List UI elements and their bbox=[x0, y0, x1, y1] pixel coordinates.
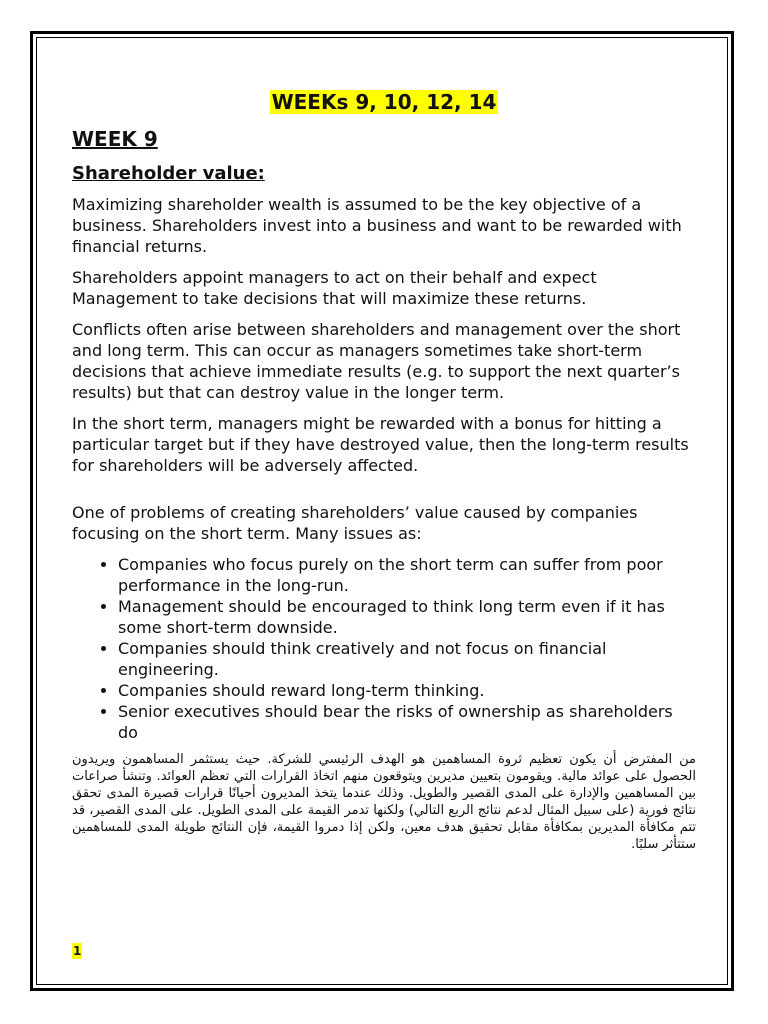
section-heading: Shareholder value: bbox=[72, 163, 265, 184]
document-title: WEEKs 9, 10, 12, 14 bbox=[271, 90, 497, 114]
list-item: • Senior executives should bear the risks of ownership as shareholders do bbox=[118, 701, 696, 743]
document-title-block bbox=[72, 88, 696, 116]
list-item: • Management should be encouraged to think long term even if it has some short-term downside. bbox=[118, 596, 696, 638]
list-item: • Companies should think creatively and not focus on financial engineering. bbox=[118, 638, 696, 680]
week-heading: WEEK 9 bbox=[72, 127, 158, 151]
issues-list bbox=[72, 554, 696, 743]
paragraph-2: Shareholders appoint managers to act on their behalf and expect Management to take decisions that will maximize these returns. bbox=[72, 268, 597, 308]
page-number: 1 bbox=[73, 944, 82, 958]
list-item: • Companies who focus purely on the short term can suffer from poor performance in the long-run. bbox=[118, 554, 696, 596]
paragraph-5: One of problems of creating shareholders’ value caused by companies focusing on the short term. Many issues as: bbox=[72, 503, 638, 543]
paragraph-4: In the short term, managers might be rewarded with a bonus for hitting a particular target but if they have destroyed value, then the long-term results for shareholders will be adversely affected. bbox=[72, 414, 689, 475]
paragraph-1: Maximizing shareholder wealth is assumed to be the key objective of a business. Shareholders invest into a business and want to be rewarded with financial returns. bbox=[72, 195, 682, 256]
paragraph-3: Conflicts often arise between shareholders and management over the short and long term. This can occur as managers sometimes take short-term decisions that achieve immediate results (e.g. to support the next quarter’s results) but that can destroy value in the longer term. bbox=[72, 320, 681, 402]
arabic-summary: من المفترض أن يكون تعظيم ثروة المساهمين هو الهدف الرئيسي للشركة. حيث يستثمر المساهمون ويريدون الحصول على عوائد مالية. ويقومون بتعيين مديرين ويتوقعون منهم اتخاذ القرارات التي تعظم العوائد. وتنشأ صراعات بين المساهمين والإدارة على المدى القصير والطويل. وذلك عندما يتخذ المديرون أحيانًا قرارات قصيرة المدى تحقق نتائج فورية (على سبيل المثال لدعم نتائج الربع التالي) ولكنها تدمر القيمة على المدى الطويل. على المدى القصير، قد تتم مكافأة المديرين بمكافأة مقابل تحقيق هدف معين، ولكن إذا دمروا القيمة، فإن النتائج طويلة المدى للمساهمين ستتأثر سلبًا. bbox=[72, 752, 696, 852]
list-item: • Companies should reward long-term thinking. bbox=[118, 680, 696, 701]
document-body bbox=[72, 88, 696, 853]
